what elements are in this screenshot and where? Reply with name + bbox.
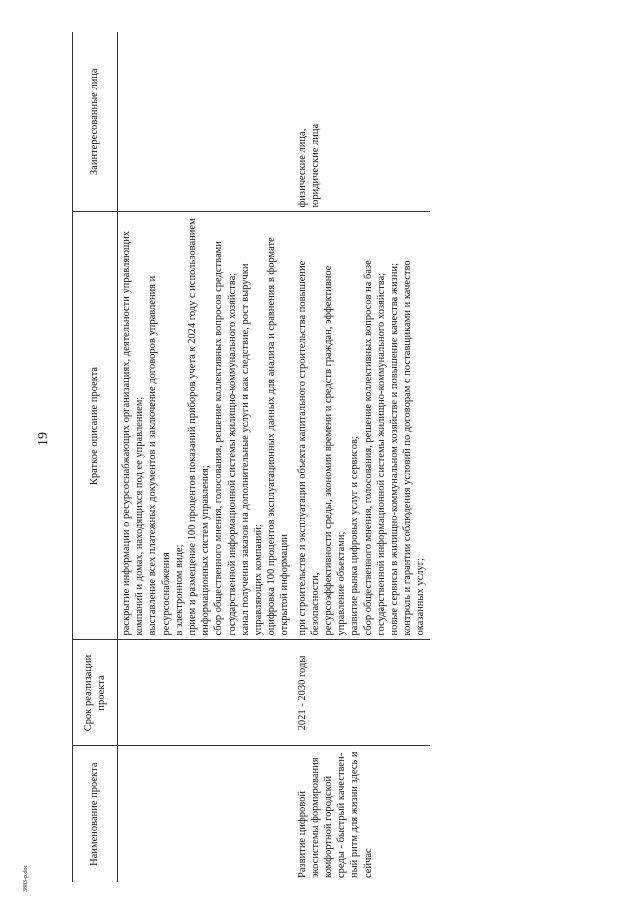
header-term: Срок реализации проекта (73, 640, 118, 746)
cell-project-name (118, 746, 294, 882)
file-code: 3883-p.doc (23, 864, 29, 892)
cell-description: при строительстве и эксплуатации объекта капитального строительства повышение безопасности, ресурсоэффективности среды, экономии времени и средств граждан, эффективное управление объектами; развитие рынка цифровых услуг и сервисов; сбор общественного мнения, голосования, решение коллективных вопросов на базе государственной информационной системы жилищно-коммунального хозяйства; новые сервисы в жилищно-коммунальном хозяйстве и повышение качества жизни; контроль и гарантии соблюдения условий по договорам с поставщиками и качество оказанных услуг; (294, 212, 430, 640)
header-project-name: Наименование проекта (73, 746, 118, 882)
cell-stakeholders: физические лица, юридические лица (294, 32, 430, 212)
cell-description: раскрытие информации о ресурсоснабжающих организациях, деятельности управляющих компаний и домах, находящихся под ее управлением; выставление всех платежных документов и заключение договоров управления и ресурсоснабжения в электронном виде; прием и размещение 100 процентов показаний приборов учета к 2024 году с использованием информационных систем управления; сбор общественного мнения, голосования, решение коллективных вопросов средствами государственной информационной системы жилищно-коммунального хозяйства; канал получения заказов на дополнительные услуги и как следствие, рост выручки управляющих компаний; оцифровка 100 процентов эксплуатационных данных для анализа и сравнения в формате открытой информации (118, 212, 294, 640)
page-number: 19 (36, 432, 51, 446)
rotated-table-sheet (72, 32, 522, 882)
table-row (118, 32, 294, 882)
projects-table (72, 32, 430, 882)
cell-stakeholders (118, 32, 294, 212)
table-header-row (73, 32, 118, 882)
cell-term: 2021 - 2030 годы (294, 640, 430, 746)
header-description: Краткое описание проекта (73, 212, 118, 640)
cell-term (118, 640, 294, 746)
header-stakeholders: Заинтересованные лица (73, 32, 118, 212)
table-row (294, 32, 430, 882)
cell-project-name: Развитие цифровой экосистемы формирования комфортной городской среды - быстрый качествен-ный ритм для жизни здесь и сейчас (296, 751, 374, 878)
